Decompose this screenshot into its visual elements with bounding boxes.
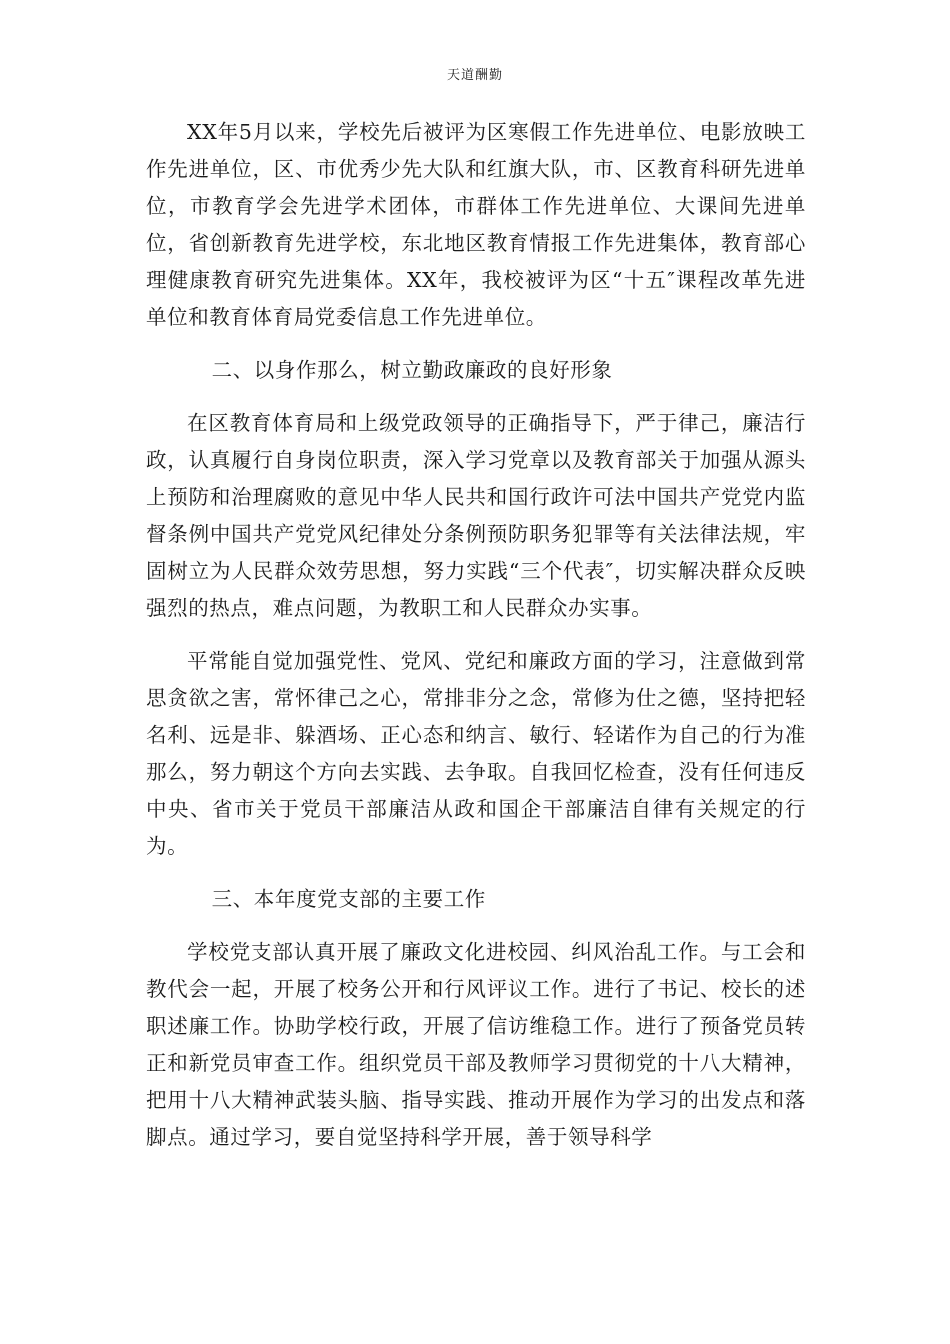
document-body bbox=[146, 114, 806, 1172]
page-header: 天道酬勤 bbox=[446, 68, 503, 83]
paragraph-integrity: 在区教育体育局和上级党政领导的正确指导下，严于律己，廉洁行政，认真履行自身岗位职责，深入学习党章以及教育部关于加强从源头上预防和治理腐败的意见中华人民共和国行政许可法中国共产党党内监督条例中国共产党党风纪律处分条例预防职务犯罪等有关法律法规，牢固树立为人民群众效劳思想，努力实践“三个代表″，切实解决群众反映强烈的热点，难点问题，为教职工和人民群众办实事。 bbox=[146, 411, 806, 620]
paragraph-party-work: 学校党支部认真开展了廉政文化进校园、纠风治乱工作。与工会和教代会一起，开展了校务公开和行风评议工作。进行了书记、校长的述职述廉工作。协助学校行政，开展了信访维稳工作。进行了预备党员转正和新党员审查工作。组织党员干部及教师学习贯彻党的十八大精神，把用十八大精神武装头脑、指导实践、推动开展作为学习的出发点和落脚点。通过学习，要自觉坚持科学开展，善于领导科学 bbox=[146, 940, 806, 1149]
paragraph-self-discipline: 平常能自觉加强党性、党风、党纪和廉政方面的学习，注意做到常思贪欲之害，常怀律己之心，常排非分之念，常修为仕之德，坚持把轻名利、远是非、躲酒场、正心态和纳言、敏行、轻诺作为自己的行为准那么，努力朝这个方向去实践、去争取。自我回忆检查，没有任何违反中央、省市关于党员干部廉洁从政和国企干部廉洁自律有关规定的行为。 bbox=[146, 649, 806, 858]
section-heading-3: 三、本年度党支部的主要工作 bbox=[211, 887, 486, 911]
paragraph-awards: XX年5月以来，学校先后被评为区寒假工作先进单位、电影放映工作先进单位，区、市优秀少先大队和红旗大队，市、区教育科研先进单位，市教育学会先进学术团体，市群体工作先进单位、大课间先进单位，省创新教育先进学校，东北地区教育情报工作先进集体，教育部心理健康教育研究先进集体。XX年，我校被评为区“十五″课程改革先进单位和教育体育局党委信息工作先进单位。 bbox=[146, 120, 806, 329]
section-heading-2: 二、以身作那么，树立勤政廉政的良好形象 bbox=[211, 358, 613, 382]
